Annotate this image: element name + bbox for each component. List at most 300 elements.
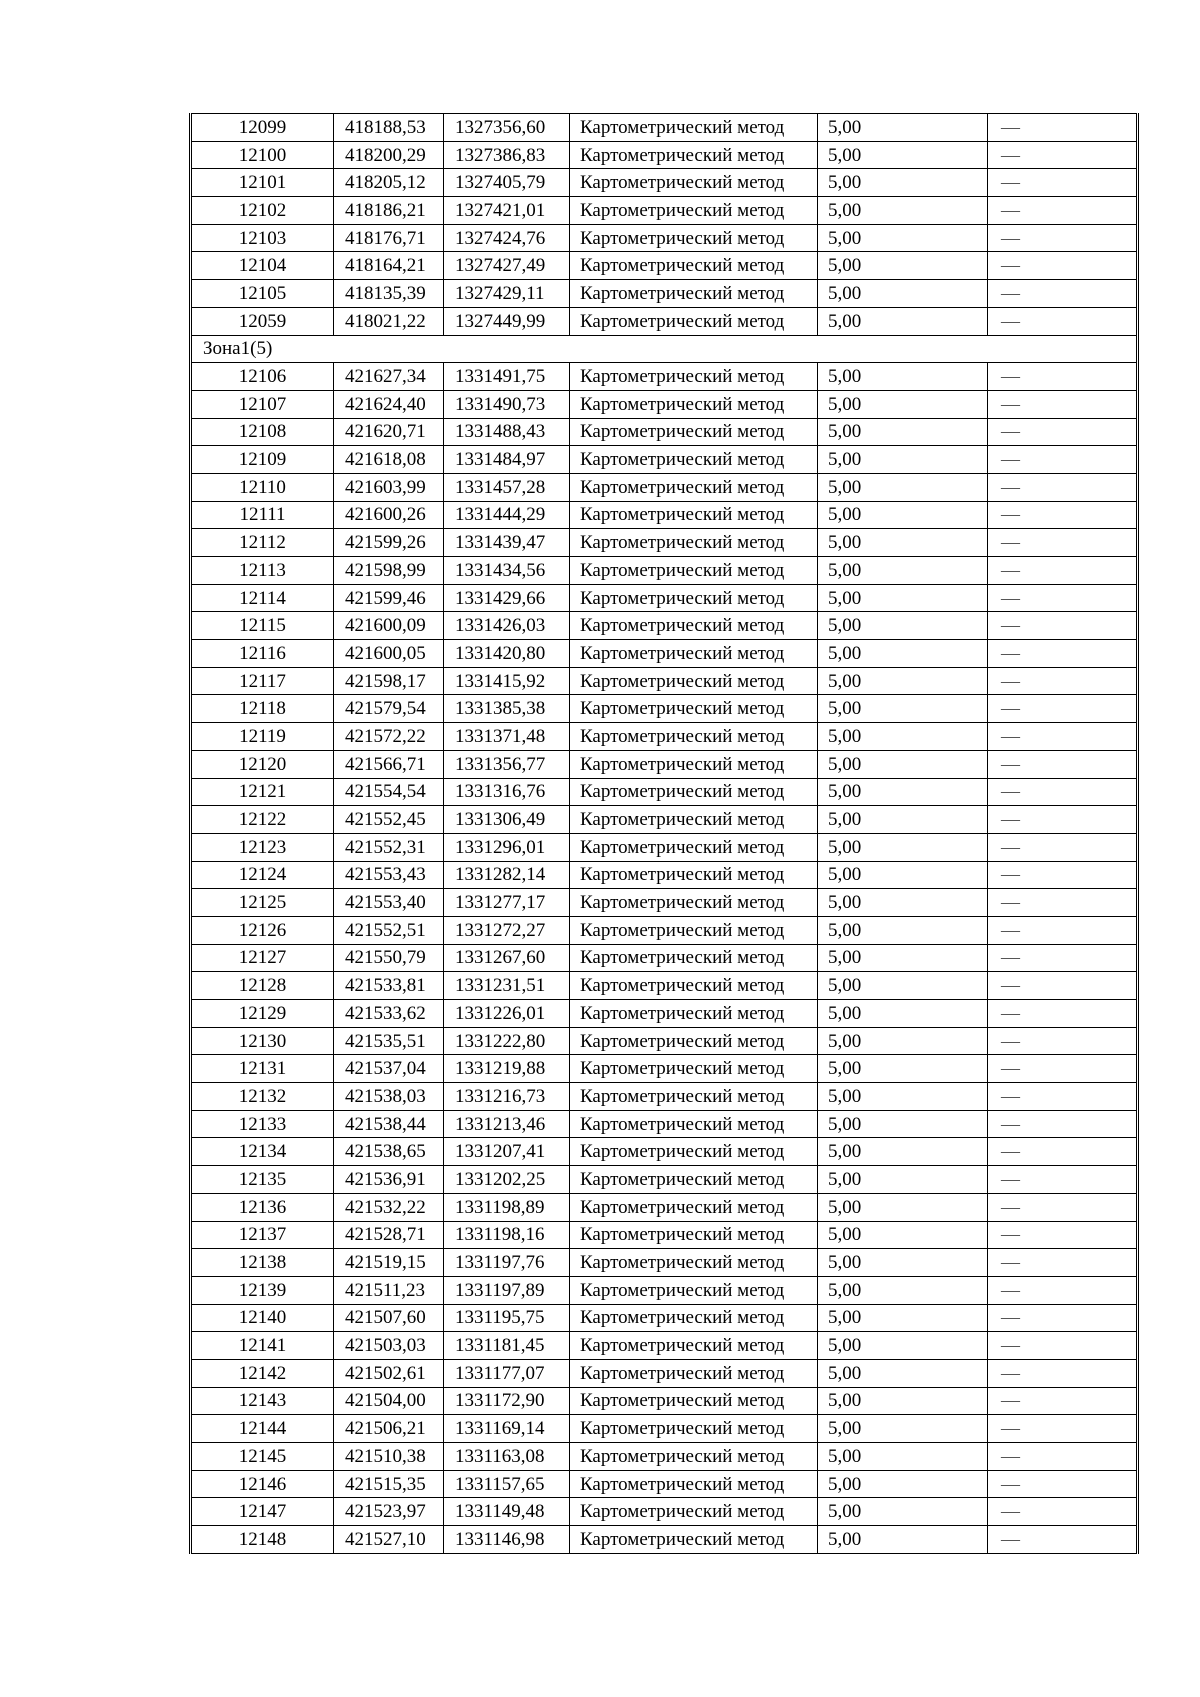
accuracy-cell: 5,00 bbox=[818, 916, 988, 944]
method-cell: Картометрический метод bbox=[570, 1276, 818, 1304]
method-cell: Картометрический метод bbox=[570, 667, 818, 695]
note-cell: — bbox=[988, 667, 1138, 695]
accuracy-cell: 5,00 bbox=[818, 197, 988, 225]
x-coordinate-cell: 421554,54 bbox=[334, 778, 444, 806]
note-cell: — bbox=[988, 833, 1138, 861]
point-number-cell: 12120 bbox=[191, 750, 334, 778]
method-cell: Картометрический метод bbox=[570, 612, 818, 640]
x-coordinate-cell: 421515,35 bbox=[334, 1470, 444, 1498]
table-row bbox=[191, 197, 1138, 225]
method-cell: Картометрический метод bbox=[570, 557, 818, 585]
note-cell: — bbox=[988, 1387, 1138, 1415]
method-cell: Картометрический метод bbox=[570, 418, 818, 446]
y-coordinate-cell: 1327421,01 bbox=[444, 197, 570, 225]
method-cell: Картометрический метод bbox=[570, 473, 818, 501]
method-cell: Картометрический метод bbox=[570, 501, 818, 529]
table-row bbox=[191, 1415, 1138, 1443]
accuracy-cell: 5,00 bbox=[818, 1055, 988, 1083]
x-coordinate-cell: 421627,34 bbox=[334, 363, 444, 391]
table-row bbox=[191, 224, 1138, 252]
table-row bbox=[191, 307, 1138, 335]
note-cell: — bbox=[988, 1443, 1138, 1471]
table-row bbox=[191, 1498, 1138, 1526]
point-number-cell: 12117 bbox=[191, 667, 334, 695]
method-cell: Картометрический метод bbox=[570, 972, 818, 1000]
note-cell: — bbox=[988, 1332, 1138, 1360]
y-coordinate-cell: 1331197,89 bbox=[444, 1276, 570, 1304]
note-cell: — bbox=[988, 889, 1138, 917]
table-row bbox=[191, 1221, 1138, 1249]
method-cell: Картометрический метод bbox=[570, 197, 818, 225]
accuracy-cell: 5,00 bbox=[818, 944, 988, 972]
method-cell: Картометрический метод bbox=[570, 1055, 818, 1083]
accuracy-cell: 5,00 bbox=[818, 224, 988, 252]
point-number-cell: 12107 bbox=[191, 390, 334, 418]
y-coordinate-cell: 1331426,03 bbox=[444, 612, 570, 640]
method-cell: Картометрический метод bbox=[570, 363, 818, 391]
method-cell: Картометрический метод bbox=[570, 916, 818, 944]
y-coordinate-cell: 1331146,98 bbox=[444, 1526, 570, 1554]
x-coordinate-cell: 421533,81 bbox=[334, 972, 444, 1000]
x-coordinate-cell: 418186,21 bbox=[334, 197, 444, 225]
point-number-cell: 12115 bbox=[191, 612, 334, 640]
table-row bbox=[191, 501, 1138, 529]
method-cell: Картометрический метод bbox=[570, 1110, 818, 1138]
x-coordinate-cell: 421510,38 bbox=[334, 1443, 444, 1471]
note-cell: — bbox=[988, 252, 1138, 280]
method-cell: Картометрический метод bbox=[570, 390, 818, 418]
y-coordinate-cell: 1331356,77 bbox=[444, 750, 570, 778]
method-cell: Картометрический метод bbox=[570, 252, 818, 280]
table-row bbox=[191, 473, 1138, 501]
y-coordinate-cell: 1331157,65 bbox=[444, 1470, 570, 1498]
point-number-cell: 12133 bbox=[191, 1110, 334, 1138]
method-cell: Картометрический метод bbox=[570, 1083, 818, 1111]
x-coordinate-cell: 421599,26 bbox=[334, 529, 444, 557]
y-coordinate-cell: 1331213,46 bbox=[444, 1110, 570, 1138]
coordinates-table bbox=[189, 113, 1139, 1554]
x-coordinate-cell: 421553,43 bbox=[334, 861, 444, 889]
accuracy-cell: 5,00 bbox=[818, 1138, 988, 1166]
accuracy-cell: 5,00 bbox=[818, 1415, 988, 1443]
accuracy-cell: 5,00 bbox=[818, 1526, 988, 1554]
table-row bbox=[191, 418, 1138, 446]
method-cell: Картометрический метод bbox=[570, 1498, 818, 1526]
table-row bbox=[191, 723, 1138, 751]
y-coordinate-cell: 1331272,27 bbox=[444, 916, 570, 944]
method-cell: Картометрический метод bbox=[570, 584, 818, 612]
accuracy-cell: 5,00 bbox=[818, 1470, 988, 1498]
y-coordinate-cell: 1331484,97 bbox=[444, 446, 570, 474]
point-number-cell: 12124 bbox=[191, 861, 334, 889]
note-cell: — bbox=[988, 1276, 1138, 1304]
method-cell: Картометрический метод bbox=[570, 1304, 818, 1332]
y-coordinate-cell: 1331444,29 bbox=[444, 501, 570, 529]
point-number-cell: 12129 bbox=[191, 1000, 334, 1028]
accuracy-cell: 5,00 bbox=[818, 169, 988, 197]
table-row bbox=[191, 1027, 1138, 1055]
y-coordinate-cell: 1331490,73 bbox=[444, 390, 570, 418]
x-coordinate-cell: 418200,29 bbox=[334, 141, 444, 169]
accuracy-cell: 5,00 bbox=[818, 584, 988, 612]
point-number-cell: 12125 bbox=[191, 889, 334, 917]
accuracy-cell: 5,00 bbox=[818, 1221, 988, 1249]
note-cell: — bbox=[988, 224, 1138, 252]
note-cell: — bbox=[988, 944, 1138, 972]
accuracy-cell: 5,00 bbox=[818, 1083, 988, 1111]
point-number-cell: 12138 bbox=[191, 1249, 334, 1277]
method-cell: Картометрический метод bbox=[570, 1249, 818, 1277]
point-number-cell: 12099 bbox=[191, 114, 334, 142]
x-coordinate-cell: 421523,97 bbox=[334, 1498, 444, 1526]
note-cell: — bbox=[988, 197, 1138, 225]
accuracy-cell: 5,00 bbox=[818, 723, 988, 751]
table-row bbox=[191, 1304, 1138, 1332]
accuracy-cell: 5,00 bbox=[818, 972, 988, 1000]
point-number-cell: 12147 bbox=[191, 1498, 334, 1526]
note-cell: — bbox=[988, 778, 1138, 806]
method-cell: Картометрический метод bbox=[570, 833, 818, 861]
y-coordinate-cell: 1331207,41 bbox=[444, 1138, 570, 1166]
point-number-cell: 12113 bbox=[191, 557, 334, 585]
point-number-cell: 12139 bbox=[191, 1276, 334, 1304]
accuracy-cell: 5,00 bbox=[818, 750, 988, 778]
y-coordinate-cell: 1331172,90 bbox=[444, 1387, 570, 1415]
y-coordinate-cell: 1331316,76 bbox=[444, 778, 570, 806]
table-row bbox=[191, 778, 1138, 806]
note-cell: — bbox=[988, 1110, 1138, 1138]
zone-label: Зона1(5) bbox=[191, 335, 1138, 363]
table-row bbox=[191, 1276, 1138, 1304]
y-coordinate-cell: 1331202,25 bbox=[444, 1166, 570, 1194]
accuracy-cell: 5,00 bbox=[818, 307, 988, 335]
x-coordinate-cell: 418188,53 bbox=[334, 114, 444, 142]
table-row bbox=[191, 1166, 1138, 1194]
accuracy-cell: 5,00 bbox=[818, 1498, 988, 1526]
note-cell: — bbox=[988, 557, 1138, 585]
note-cell: — bbox=[988, 1498, 1138, 1526]
point-number-cell: 12134 bbox=[191, 1138, 334, 1166]
x-coordinate-cell: 421538,44 bbox=[334, 1110, 444, 1138]
note-cell: — bbox=[988, 584, 1138, 612]
y-coordinate-cell: 1331226,01 bbox=[444, 1000, 570, 1028]
point-number-cell: 12126 bbox=[191, 916, 334, 944]
note-cell: — bbox=[988, 1027, 1138, 1055]
y-coordinate-cell: 1327386,83 bbox=[444, 141, 570, 169]
accuracy-cell: 5,00 bbox=[818, 667, 988, 695]
x-coordinate-cell: 421603,99 bbox=[334, 473, 444, 501]
y-coordinate-cell: 1331385,38 bbox=[444, 695, 570, 723]
accuracy-cell: 5,00 bbox=[818, 141, 988, 169]
accuracy-cell: 5,00 bbox=[818, 1166, 988, 1194]
point-number-cell: 12118 bbox=[191, 695, 334, 723]
point-number-cell: 12144 bbox=[191, 1415, 334, 1443]
y-coordinate-cell: 1327424,76 bbox=[444, 224, 570, 252]
table-row bbox=[191, 972, 1138, 1000]
accuracy-cell: 5,00 bbox=[818, 778, 988, 806]
note-cell: — bbox=[988, 750, 1138, 778]
method-cell: Картометрический метод bbox=[570, 1000, 818, 1028]
note-cell: — bbox=[988, 418, 1138, 446]
table-row bbox=[191, 390, 1138, 418]
y-coordinate-cell: 1331195,75 bbox=[444, 1304, 570, 1332]
point-number-cell: 12103 bbox=[191, 224, 334, 252]
point-number-cell: 12127 bbox=[191, 944, 334, 972]
y-coordinate-cell: 1331439,47 bbox=[444, 529, 570, 557]
x-coordinate-cell: 421624,40 bbox=[334, 390, 444, 418]
table-row bbox=[191, 1193, 1138, 1221]
table-row bbox=[191, 640, 1138, 668]
y-coordinate-cell: 1327427,49 bbox=[444, 252, 570, 280]
x-coordinate-cell: 421618,08 bbox=[334, 446, 444, 474]
accuracy-cell: 5,00 bbox=[818, 806, 988, 834]
x-coordinate-cell: 421600,05 bbox=[334, 640, 444, 668]
accuracy-cell: 5,00 bbox=[818, 1249, 988, 1277]
note-cell: — bbox=[988, 529, 1138, 557]
table-row bbox=[191, 446, 1138, 474]
table-row bbox=[191, 806, 1138, 834]
table-row bbox=[191, 944, 1138, 972]
table-row bbox=[191, 280, 1138, 308]
method-cell: Картометрический метод bbox=[570, 280, 818, 308]
accuracy-cell: 5,00 bbox=[818, 1304, 988, 1332]
y-coordinate-cell: 1331429,66 bbox=[444, 584, 570, 612]
table-row bbox=[191, 1526, 1138, 1554]
y-coordinate-cell: 1331177,07 bbox=[444, 1359, 570, 1387]
note-cell: — bbox=[988, 1083, 1138, 1111]
y-coordinate-cell: 1331488,43 bbox=[444, 418, 570, 446]
x-coordinate-cell: 421538,03 bbox=[334, 1083, 444, 1111]
note-cell: — bbox=[988, 280, 1138, 308]
x-coordinate-cell: 421579,54 bbox=[334, 695, 444, 723]
accuracy-cell: 5,00 bbox=[818, 390, 988, 418]
table-row bbox=[191, 889, 1138, 917]
coordinates-table-container bbox=[189, 113, 1136, 1554]
point-number-cell: 12123 bbox=[191, 833, 334, 861]
point-number-cell: 12130 bbox=[191, 1027, 334, 1055]
method-cell: Картометрический метод bbox=[570, 1470, 818, 1498]
y-coordinate-cell: 1331267,60 bbox=[444, 944, 570, 972]
table-row bbox=[191, 861, 1138, 889]
y-coordinate-cell: 1331149,48 bbox=[444, 1498, 570, 1526]
x-coordinate-cell: 421552,51 bbox=[334, 916, 444, 944]
table-row bbox=[191, 667, 1138, 695]
method-cell: Картометрический метод bbox=[570, 1332, 818, 1360]
x-coordinate-cell: 421503,03 bbox=[334, 1332, 444, 1360]
table-row bbox=[191, 1387, 1138, 1415]
method-cell: Картометрический метод bbox=[570, 1027, 818, 1055]
method-cell: Картометрический метод bbox=[570, 1359, 818, 1387]
accuracy-cell: 5,00 bbox=[818, 1332, 988, 1360]
method-cell: Картометрический метод bbox=[570, 1526, 818, 1554]
note-cell: — bbox=[988, 1000, 1138, 1028]
point-number-cell: 12137 bbox=[191, 1221, 334, 1249]
note-cell: — bbox=[988, 1304, 1138, 1332]
method-cell: Картометрический метод bbox=[570, 1221, 818, 1249]
note-cell: — bbox=[988, 1138, 1138, 1166]
table-row bbox=[191, 612, 1138, 640]
point-number-cell: 12105 bbox=[191, 280, 334, 308]
y-coordinate-cell: 1331491,75 bbox=[444, 363, 570, 391]
note-cell: — bbox=[988, 307, 1138, 335]
accuracy-cell: 5,00 bbox=[818, 446, 988, 474]
note-cell: — bbox=[988, 1526, 1138, 1554]
method-cell: Картометрический метод bbox=[570, 944, 818, 972]
accuracy-cell: 5,00 bbox=[818, 1000, 988, 1028]
x-coordinate-cell: 421598,99 bbox=[334, 557, 444, 585]
accuracy-cell: 5,00 bbox=[818, 640, 988, 668]
y-coordinate-cell: 1331306,49 bbox=[444, 806, 570, 834]
note-cell: — bbox=[988, 1249, 1138, 1277]
accuracy-cell: 5,00 bbox=[818, 612, 988, 640]
method-cell: Картометрический метод bbox=[570, 1415, 818, 1443]
note-cell: — bbox=[988, 861, 1138, 889]
table-row bbox=[191, 529, 1138, 557]
method-cell: Картометрический метод bbox=[570, 1166, 818, 1194]
accuracy-cell: 5,00 bbox=[818, 833, 988, 861]
table-row bbox=[191, 363, 1138, 391]
x-coordinate-cell: 418176,71 bbox=[334, 224, 444, 252]
accuracy-cell: 5,00 bbox=[818, 1359, 988, 1387]
point-number-cell: 12108 bbox=[191, 418, 334, 446]
accuracy-cell: 5,00 bbox=[818, 529, 988, 557]
y-coordinate-cell: 1331415,92 bbox=[444, 667, 570, 695]
accuracy-cell: 5,00 bbox=[818, 418, 988, 446]
point-number-cell: 12119 bbox=[191, 723, 334, 751]
accuracy-cell: 5,00 bbox=[818, 114, 988, 142]
y-coordinate-cell: 1331219,88 bbox=[444, 1055, 570, 1083]
y-coordinate-cell: 1331216,73 bbox=[444, 1083, 570, 1111]
table-row bbox=[191, 1249, 1138, 1277]
note-cell: — bbox=[988, 972, 1138, 1000]
method-cell: Картометрический метод bbox=[570, 695, 818, 723]
x-coordinate-cell: 421600,09 bbox=[334, 612, 444, 640]
point-number-cell: 12132 bbox=[191, 1083, 334, 1111]
table-row bbox=[191, 1083, 1138, 1111]
point-number-cell: 12101 bbox=[191, 169, 334, 197]
x-coordinate-cell: 421599,46 bbox=[334, 584, 444, 612]
accuracy-cell: 5,00 bbox=[818, 557, 988, 585]
note-cell: — bbox=[988, 1470, 1138, 1498]
table-row bbox=[191, 1359, 1138, 1387]
point-number-cell: 12114 bbox=[191, 584, 334, 612]
table-row bbox=[191, 916, 1138, 944]
accuracy-cell: 5,00 bbox=[818, 501, 988, 529]
note-cell: — bbox=[988, 169, 1138, 197]
accuracy-cell: 5,00 bbox=[818, 1443, 988, 1471]
x-coordinate-cell: 421527,10 bbox=[334, 1526, 444, 1554]
y-coordinate-cell: 1331277,17 bbox=[444, 889, 570, 917]
point-number-cell: 12106 bbox=[191, 363, 334, 391]
accuracy-cell: 5,00 bbox=[818, 861, 988, 889]
accuracy-cell: 5,00 bbox=[818, 252, 988, 280]
accuracy-cell: 5,00 bbox=[818, 473, 988, 501]
point-number-cell: 12135 bbox=[191, 1166, 334, 1194]
x-coordinate-cell: 418164,21 bbox=[334, 252, 444, 280]
table-row bbox=[191, 1470, 1138, 1498]
y-coordinate-cell: 1331231,51 bbox=[444, 972, 570, 1000]
x-coordinate-cell: 418135,39 bbox=[334, 280, 444, 308]
note-cell: — bbox=[988, 1193, 1138, 1221]
point-number-cell: 12104 bbox=[191, 252, 334, 280]
method-cell: Картометрический метод bbox=[570, 889, 818, 917]
point-number-cell: 12122 bbox=[191, 806, 334, 834]
table-row bbox=[191, 169, 1138, 197]
coordinates-table-body bbox=[191, 114, 1138, 1554]
x-coordinate-cell: 421566,71 bbox=[334, 750, 444, 778]
table-row bbox=[191, 557, 1138, 585]
accuracy-cell: 5,00 bbox=[818, 1387, 988, 1415]
note-cell: — bbox=[988, 1221, 1138, 1249]
x-coordinate-cell: 421620,71 bbox=[334, 418, 444, 446]
method-cell: Картометрический метод bbox=[570, 307, 818, 335]
method-cell: Картометрический метод bbox=[570, 169, 818, 197]
x-coordinate-cell: 421598,17 bbox=[334, 667, 444, 695]
x-coordinate-cell: 421511,23 bbox=[334, 1276, 444, 1304]
point-number-cell: 12140 bbox=[191, 1304, 334, 1332]
x-coordinate-cell: 421502,61 bbox=[334, 1359, 444, 1387]
y-coordinate-cell: 1327449,99 bbox=[444, 307, 570, 335]
y-coordinate-cell: 1327405,79 bbox=[444, 169, 570, 197]
point-number-cell: 12102 bbox=[191, 197, 334, 225]
table-row bbox=[191, 114, 1138, 142]
x-coordinate-cell: 421552,31 bbox=[334, 833, 444, 861]
table-row bbox=[191, 252, 1138, 280]
method-cell: Картометрический метод bbox=[570, 224, 818, 252]
point-number-cell: 12116 bbox=[191, 640, 334, 668]
point-number-cell: 12128 bbox=[191, 972, 334, 1000]
point-number-cell: 12145 bbox=[191, 1443, 334, 1471]
y-coordinate-cell: 1331197,76 bbox=[444, 1249, 570, 1277]
table-row bbox=[191, 1138, 1138, 1166]
table-row bbox=[191, 1055, 1138, 1083]
y-coordinate-cell: 1331198,16 bbox=[444, 1221, 570, 1249]
point-number-cell: 12100 bbox=[191, 141, 334, 169]
point-number-cell: 12136 bbox=[191, 1193, 334, 1221]
point-number-cell: 12112 bbox=[191, 529, 334, 557]
note-cell: — bbox=[988, 806, 1138, 834]
y-coordinate-cell: 1331282,14 bbox=[444, 861, 570, 889]
x-coordinate-cell: 421536,91 bbox=[334, 1166, 444, 1194]
y-coordinate-cell: 1331169,14 bbox=[444, 1415, 570, 1443]
note-cell: — bbox=[988, 114, 1138, 142]
point-number-cell: 12121 bbox=[191, 778, 334, 806]
x-coordinate-cell: 421600,26 bbox=[334, 501, 444, 529]
x-coordinate-cell: 421550,79 bbox=[334, 944, 444, 972]
method-cell: Картометрический метод bbox=[570, 1138, 818, 1166]
zone-header-row bbox=[191, 335, 1138, 363]
x-coordinate-cell: 421535,51 bbox=[334, 1027, 444, 1055]
point-number-cell: 12131 bbox=[191, 1055, 334, 1083]
accuracy-cell: 5,00 bbox=[818, 695, 988, 723]
table-row bbox=[191, 1443, 1138, 1471]
method-cell: Картометрический метод bbox=[570, 861, 818, 889]
note-cell: — bbox=[988, 363, 1138, 391]
note-cell: — bbox=[988, 446, 1138, 474]
x-coordinate-cell: 421507,60 bbox=[334, 1304, 444, 1332]
note-cell: — bbox=[988, 1166, 1138, 1194]
method-cell: Картометрический метод bbox=[570, 723, 818, 751]
point-number-cell: 12109 bbox=[191, 446, 334, 474]
table-row bbox=[191, 584, 1138, 612]
method-cell: Картометрический метод bbox=[570, 1387, 818, 1415]
point-number-cell: 12146 bbox=[191, 1470, 334, 1498]
x-coordinate-cell: 421519,15 bbox=[334, 1249, 444, 1277]
note-cell: — bbox=[988, 1415, 1138, 1443]
accuracy-cell: 5,00 bbox=[818, 1193, 988, 1221]
x-coordinate-cell: 421552,45 bbox=[334, 806, 444, 834]
point-number-cell: 12111 bbox=[191, 501, 334, 529]
